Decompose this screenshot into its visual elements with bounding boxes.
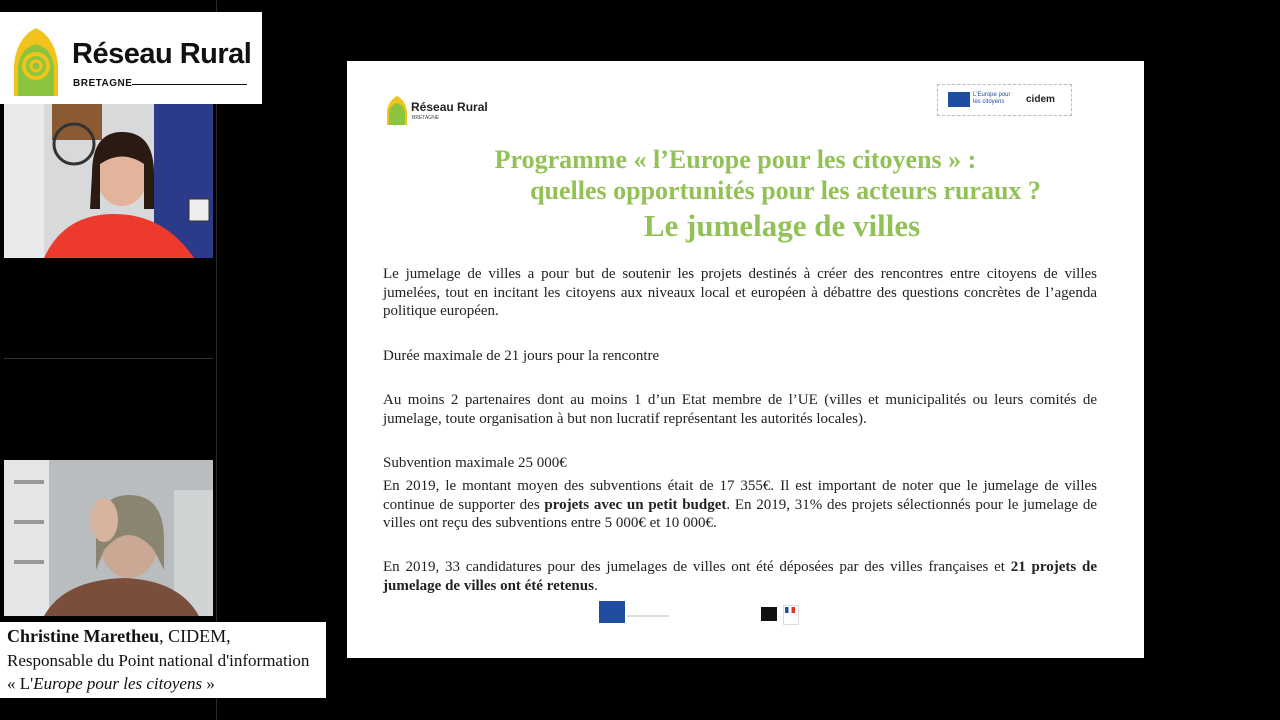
footer-eu-logo-icon — [599, 601, 625, 623]
speaker-program-open: « L' — [7, 674, 34, 693]
eu-flag-icon — [948, 92, 970, 107]
slide-paragraph-5 — [383, 477, 1097, 533]
slide-paragraph-6-bold: 21 projets de jumelage de villes ont été retenus — [383, 559, 1097, 594]
slide-paragraph-5-text-c: . En 2019, 31% des projets sélectionnés pour le jumelage de villes ont reçu des subventions entre 5 000€ et 10 000€. — [383, 496, 1097, 531]
slide-paragraph-5-bold: projets avec un petit budget — [544, 496, 727, 513]
slide-logo-sub: BRETAGNE — [412, 115, 440, 121]
slide-title-line3: Le jumelage de villes — [643, 208, 921, 243]
slide-logo-icon — [385, 95, 409, 125]
slide-paragraph-6 — [383, 558, 1097, 595]
participant-video-empty-1 — [4, 262, 213, 359]
speaker-role: Responsable du Point national d'information — [7, 651, 310, 670]
brand-divider — [132, 84, 247, 85]
brand-logo-icon — [10, 26, 62, 96]
brand-logo — [0, 12, 262, 104]
footer-region-logo-icon — [761, 607, 777, 621]
eu-program-label: L'Europe pour les citoyens — [973, 92, 1011, 105]
partner-logos — [937, 84, 1072, 116]
speaker-org: , CIDEM, — [159, 626, 231, 646]
participant-video-2[interactable] — [4, 460, 213, 616]
slide-paragraph-6-text-a: En 2019, 33 candidatures pour des jumelages de villes ont été déposées par des villes françaises et — [383, 559, 1011, 575]
speaker-program-close: » — [202, 674, 215, 693]
slide-paragraph-2: Durée maximale de 21 jours pour la rencontre — [383, 348, 660, 364]
participants-panel — [0, 0, 217, 720]
french-flag-icon — [785, 607, 795, 613]
slide-paragraph-3: Au moins 2 partenaires dont au moins 1 d’un Etat membre de l’UE (villes et municipalités ou leurs comités de jumelage, toute organisation à but non lucratif représentant les autorités locales). — [383, 392, 1097, 427]
slide-title-line2: quelles opportunités pour les acteurs ruraux ? — [530, 176, 1041, 205]
brand-title: Réseau Rural — [72, 38, 252, 70]
participant-video-2-image — [4, 460, 213, 616]
brand-subtitle: BRETAGNE — [73, 78, 133, 89]
slide-logo-title: Réseau Rural — [411, 100, 488, 114]
shared-slide — [347, 61, 1144, 658]
speaker-name-line — [7, 626, 231, 647]
slide-paragraph-5-text-a: En 2019, le montant moyen des subventions était de 17 355€. Il est important de noter que le jumelage de villes continue de supporter des — [383, 478, 1097, 513]
footer-logo-caption — [627, 615, 669, 617]
participant-video-empty-2 — [4, 360, 213, 458]
slide-paragraph-1: Le jumelage de villes a pour but de soutenir les projets destinés à créer des rencontres entre citoyens de villes jumelées, tout en incitant les citoyens aux niveaux local et européen à débattre des questions concrètes de l’agenda politique européen. — [383, 266, 1097, 319]
slide-paragraph-4: Subvention maximale 25 000€ — [383, 455, 567, 471]
speaker-caption — [0, 622, 326, 698]
participant-video-1-image — [4, 104, 213, 258]
speaker-program-name: Europe pour les citoyens — [33, 674, 203, 693]
slide-title-line1: Programme « l’Europe pour les citoyens » : — [494, 145, 977, 174]
slide-paragraph-6-text-c: . — [593, 577, 598, 594]
speaker-name: Christine Maretheu — [7, 626, 160, 646]
participant-video-1[interactable] — [4, 104, 213, 258]
cidem-logo: cidem — [1026, 94, 1055, 105]
footer-republic-logo-icon — [783, 605, 799, 625]
speaker-program — [7, 674, 215, 694]
